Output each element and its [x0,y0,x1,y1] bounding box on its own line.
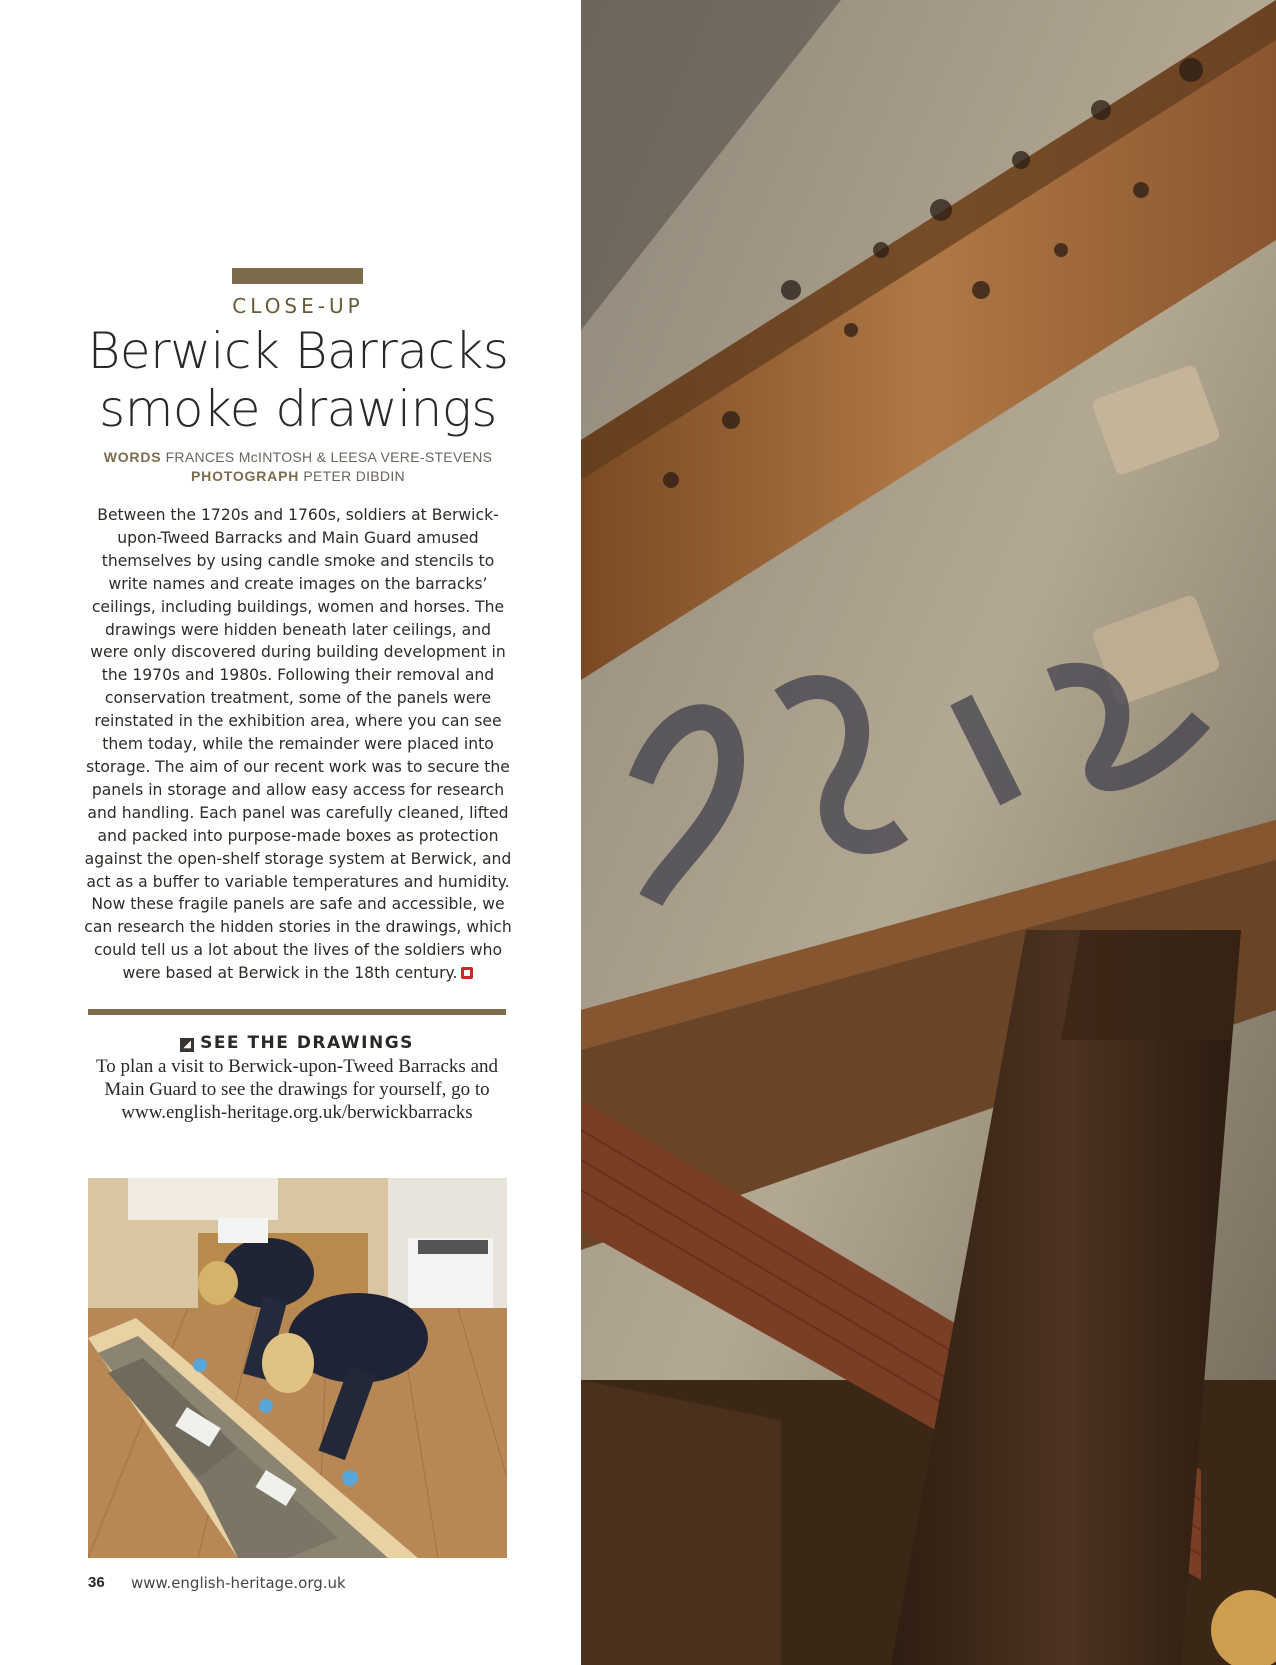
photograph-label: PHOTOGRAPH [191,468,300,484]
section-kicker: CLOSE-UP [232,294,364,318]
arrow-icon: ◢ [180,1038,194,1052]
ceiling-beams-photo [581,0,1276,1665]
photograph-by: PETER DIBDIN [303,468,405,484]
section-divider [88,1009,506,1015]
headline-line-2: smoke drawings [99,380,497,438]
footer-url: www.english-heritage.org.uk [131,1574,346,1592]
headline-line-1: Berwick Barracks [87,322,509,380]
words-credit [60,448,536,467]
article-body [84,504,512,985]
credits [60,448,536,486]
end-mark-icon [461,967,473,979]
headline [60,322,536,438]
see-drawings-heading [88,1033,506,1053]
words-by: FRANCES McINTOSH & LEESA VERE-STEVENS [165,449,493,465]
conservators-photo [88,1178,507,1558]
article-body-text: Between the 1720s and 1760s, soldiers at Berwick-upon-Tweed Barracks and Main Guard amused themselves by using candle smoke and stencils to write names and create images on the barracks’ ceilings, including buildings, women and horses. The drawings were hidden beneath later ceilings, and were only discovered during building development in the 1970s and 1980s. Following their removal and conservation treatment, some of the panels were reinstated in the exhibition area, where you can see them today, while the remainder were placed into storage. The aim of our recent work was to secure the panels in storage and allow easy access for research and handling. Each panel was carefully cleaned, lifted and packed into purpose-made boxes as protection against the open-shelf storage system at Berwick, and act as a buffer to variable temperatures and humidity. Now these fragile panels are safe and accessible, we can research the hidden stories in the drawings, which could tell us a lot about the lives of the soldiers who were based at Berwick in the 18th century. [84,506,512,983]
photo-credit [60,467,536,486]
see-drawings-body: To plan a visit to Berwick-upon-Tweed Barracks and Main Guard to see the drawings for yourself, go to www.english-heritage.org.uk/berwickbarracks [95,1056,499,1123]
kicker-bar [232,268,363,284]
page-number: 36 [88,1574,105,1591]
ceiling-beams-photo-art [581,0,1276,1665]
words-label: WORDS [103,449,162,465]
see-drawings-heading-text: SEE THE DRAWINGS [200,1033,414,1053]
text-column [0,0,581,1665]
conservators-photo-art [88,1178,507,1558]
